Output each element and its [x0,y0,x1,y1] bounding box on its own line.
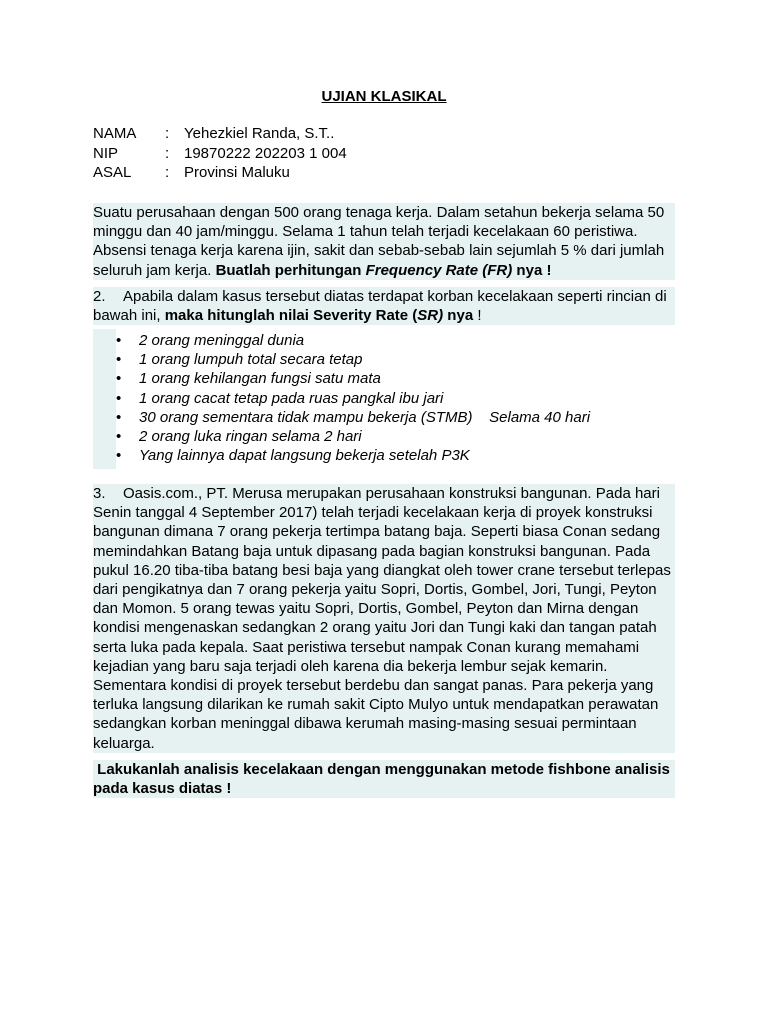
identity-value: 19870222 202203 1 004 [184,144,347,162]
identity-colon: : [165,164,170,181]
question-3-text: Oasis.com., PT. Merusa merupakan perusahaan konstruksi bangunan. Pada hari Senin tanggal 4 September 2017) telah terjadi kecelakaan kerja di proyek konstruksi bangunan dimana 7 orang pekerja tertimpa batang baja. Seperti biasa Conan sedang memindahkan Batang baja untuk dipasang pada bagian konstruksi bangunan. Pada pukul 16.20 tiba-tiba batang besi baja yang diangkat oleh tower crane tersebut terlepas dari pengikatnya dan 7 orang pekerja yaitu Sopri, Dortis, Gombel, Jori, Tungi, Peyton dan Momon. 5 orang tewas yaitu Sopri, Dortis, Gombel, Peyton dan Mirna dengan kondisi mengenaskan sedangkan 2 orang yaitu Jori dan Tungi kaki dan tangan patah serta luka pada kepala. Saat peristiwa tersebut nampak Conan kurang memahami kejadian yang baru saja terjadi oleh karena dia bekerja lembur sejak kemarin. Sementara kondisi di proyek tersebut berdebu dan sangat panas. Para pekerja yang terluka langsung dilarikan ke rumah sakit Cipto Mulyo untuk mendapatkan perawatan sedangkan korban meninggal dibawa kerumah masing-masing sesuai permintaan keluarga. [93,485,671,752]
identity-label: NAMA [93,125,137,142]
list-item-text: Yang lainnya dapat langsung bekerja setelah P3K [139,447,470,465]
list-item [116,446,675,465]
question-1-bold-text: Buatlah perhitungan [215,261,366,279]
question-1-bold-italic: Frequency Rate (FR) [365,261,513,279]
question-1-bold-end: nya ! [512,261,552,279]
identity-row-nama [93,124,347,144]
identity-value: Provinsi Maluku [184,164,290,181]
question-4-paragraph: Lakukanlah analisis kecelakaan dengan menggunakan metode fishbone analisis pada kasus diatas ! [93,761,675,798]
question-2-bold [165,307,473,324]
list-item [116,427,675,446]
question-2-bold-text: maka hitunglah nilai Severity Rate ( [164,307,418,325]
identity-colon: : [165,144,170,162]
identity-row-nip [93,144,347,164]
identity-row-asal [93,163,347,183]
list-item-text: 1 orang kehilangan fungsi satu mata [139,370,381,388]
identity-value: Yehezkiel Randa, S.T.. [184,125,335,142]
list-item-text: 1 orang cacat tetap pada ruas pangkal ibu jari [139,389,444,407]
bullet-dot: • [116,447,122,465]
identity-label: NIP [93,144,119,162]
list-item-text: 1 orang lumpuh total secara tetap [139,351,363,369]
question-2-end: ! [473,307,482,325]
question-3-paragraph [93,484,675,753]
question-2-text: Apabila dalam kasus tersebut diatas terdapat korban kecelakaan seperti rincian di bawah ini, [93,288,667,325]
victim-list [116,331,675,465]
bullet-dot: • [116,370,122,388]
list-item [116,350,675,369]
question-2-bold-end: nya [443,307,474,325]
question-1-text: Suatu perusahaan dengan 500 orang tenaga kerja. Dalam setahun bekerja selama 50 minggu dan 40 jam/minggu. Selama 1 tahun telah terjadi kecelakaan 60 peristiwa. Absensi tenaga kerja karena ijin, sakit dan sebab-sebab lain sejumlah 5 % dari jumlah seluruh jam kerja. [93,204,665,279]
bullet-dot: • [116,389,122,407]
document-title: UJIAN KLASIKAL [321,88,447,105]
question-3-number: 3. [93,485,106,502]
identity-colon: : [165,125,170,142]
question-2-bold-italic: SR) [417,307,444,325]
bullet-dot: • [116,408,122,426]
bullet-dot: • [116,428,122,446]
question-2-paragraph [93,287,675,325]
bullet-dot: • [116,351,122,369]
identity-block [93,124,347,183]
list-item [116,408,675,427]
question-1-bold [216,262,552,279]
identity-label: ASAL [93,164,132,181]
list-item-text: 2 orang luka ringan selama 2 hari [139,428,362,446]
question-1-paragraph [93,203,675,280]
list-item [116,331,675,350]
bullet-dot: • [116,332,122,349]
list-item-text: 2 orang meninggal dunia [139,332,305,349]
question-2-number: 2. [93,288,106,305]
bullet-shade-strip [93,329,116,469]
list-item [116,389,675,408]
list-item-text: 30 orang sementara tidak mampu bekerja (STMB) Selama 40 hari [139,408,591,426]
list-item [116,369,675,388]
